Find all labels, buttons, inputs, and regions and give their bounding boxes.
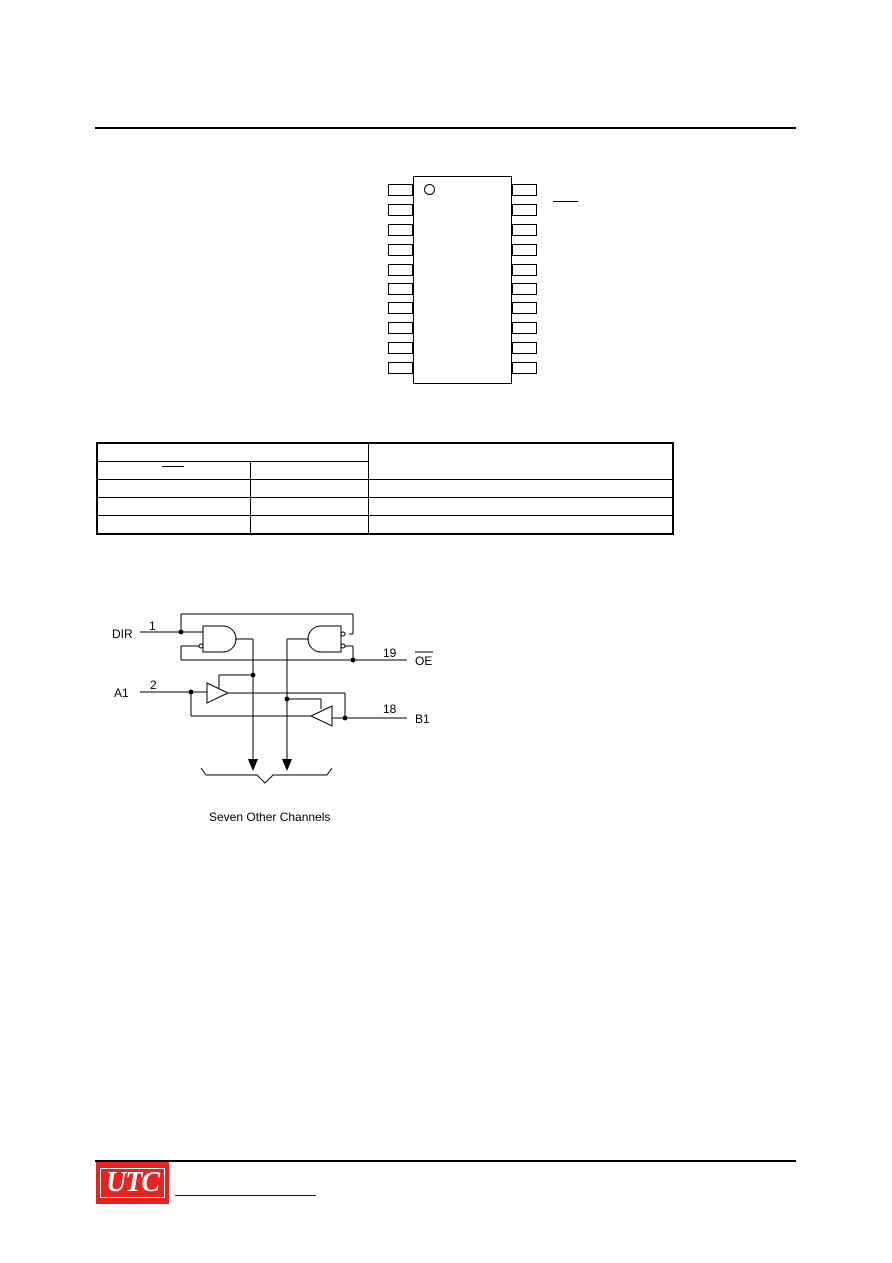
pin-left bbox=[388, 184, 413, 196]
website-link[interactable] bbox=[175, 1195, 316, 1196]
pin-right bbox=[512, 264, 537, 276]
b1-pin-number: 18 bbox=[383, 702, 397, 716]
dir-pin-number: 1 bbox=[149, 619, 156, 633]
footer-rule bbox=[95, 1160, 796, 1162]
pin-right bbox=[512, 224, 537, 236]
and-gate-right bbox=[308, 626, 341, 652]
pin-left bbox=[388, 264, 413, 276]
table-row bbox=[97, 480, 673, 498]
pin-left bbox=[388, 322, 413, 334]
pin-right bbox=[512, 322, 537, 334]
channels-caption: Seven Other Channels bbox=[209, 810, 331, 824]
b1-label: B1 bbox=[415, 712, 430, 726]
pin-left bbox=[388, 283, 413, 295]
oe-pin-number: 19 bbox=[383, 646, 397, 660]
chip-body bbox=[413, 176, 512, 384]
pin-left bbox=[388, 302, 413, 314]
arrow-down-icon bbox=[248, 759, 258, 771]
header-rule bbox=[95, 127, 796, 129]
pin-right bbox=[512, 342, 537, 354]
pin-left bbox=[388, 204, 413, 216]
buffer-a-to-b bbox=[207, 683, 228, 703]
pin-right bbox=[512, 244, 537, 256]
table-row bbox=[97, 498, 673, 516]
pin-left bbox=[388, 342, 413, 354]
a1-pin-number: 2 bbox=[150, 678, 157, 692]
pin-left bbox=[388, 224, 413, 236]
table-header-oe bbox=[97, 462, 251, 480]
pin1-marker bbox=[424, 184, 435, 195]
and-gate-left bbox=[203, 626, 236, 652]
dir-label: DIR bbox=[112, 627, 133, 641]
pin-left bbox=[388, 244, 413, 256]
arrow-down-icon bbox=[282, 759, 292, 771]
pin-label-overbar bbox=[553, 201, 578, 202]
pin-right bbox=[512, 302, 537, 314]
table-row bbox=[97, 516, 673, 535]
pin-left bbox=[388, 362, 413, 374]
logic-diagram bbox=[105, 605, 445, 830]
oe-label: OE bbox=[415, 654, 433, 668]
table-header-dir bbox=[251, 462, 369, 480]
logo-text: UTC bbox=[106, 1167, 159, 1198]
pin-right bbox=[512, 204, 537, 216]
pin-right bbox=[512, 362, 537, 374]
utc-logo bbox=[96, 1162, 169, 1204]
table-header-operation bbox=[369, 443, 674, 480]
pin-right bbox=[512, 184, 537, 196]
pin-right bbox=[512, 283, 537, 295]
function-table bbox=[96, 442, 674, 535]
channel-brace bbox=[201, 768, 332, 783]
a1-label: A1 bbox=[114, 686, 129, 700]
table-header-inputs bbox=[97, 443, 369, 462]
